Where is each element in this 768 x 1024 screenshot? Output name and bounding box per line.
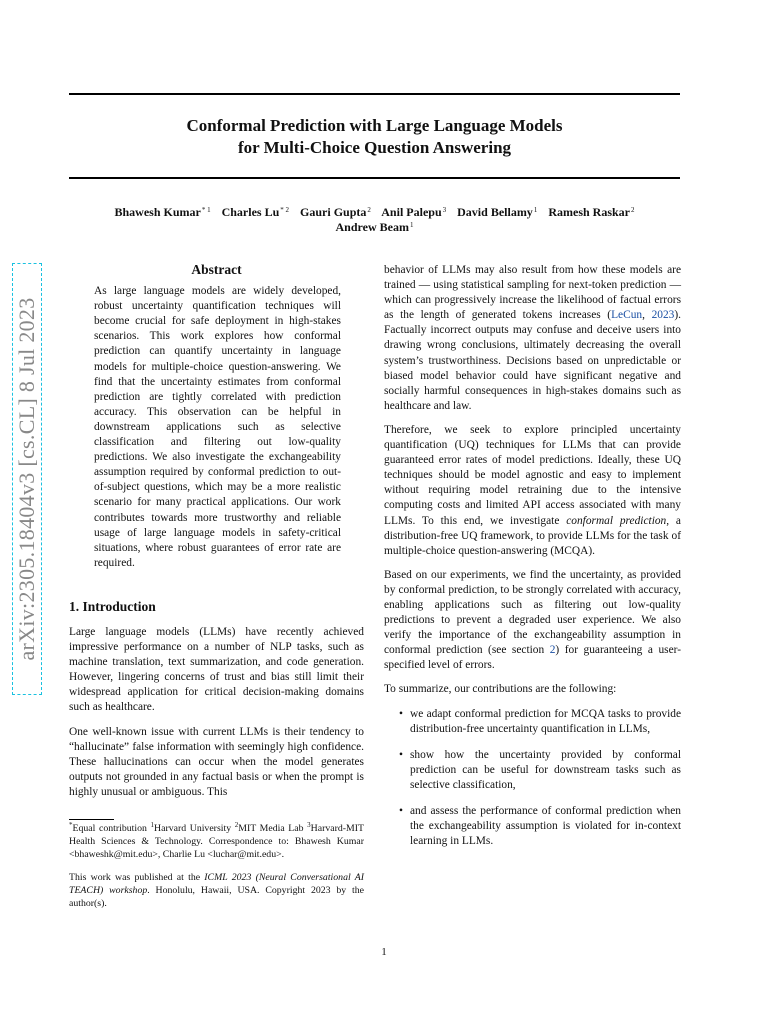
- title-line-1: Conformal Prediction with Large Language Models: [186, 116, 563, 135]
- list-item: • we adapt conformal prediction for MCQA tasks to provide distribution-free uncertainty quantification in LLMs,: [410, 707, 681, 737]
- list-item: • and assess the performance of conformal prediction when the exchangeability assumption is violated for in-context learning in LLMs.: [410, 804, 681, 849]
- section-ref-link[interactable]: 2: [549, 644, 556, 657]
- intro-heading: 1. Introduction: [69, 598, 156, 614]
- top-rule: [69, 93, 680, 95]
- affiliations-footnote: *Equal contribution $^1$Harvard University $^2$MIT Media Lab $^3$Harvard-MIT Health Sciences & Technology. Correspondence to: Bhawesh Kumar <bhaweshk@mit.edu>, Charlie Lu <luchar@mit.edu>.: [69, 821, 364, 860]
- author: Anil Palepu $^3$: [381, 205, 447, 219]
- intro-paragraph-1: Large language models (LLMs) have recently achieved impressive performance on a number of NLP tasks, such as machine translation, text summarization, and code generation. However, lingering concerns of trust and bias still limit their widespread application for critical decision-making domains such as healthcare.: [69, 625, 364, 714]
- paper-title: [69, 115, 680, 159]
- contributions-list: [384, 707, 681, 850]
- left-column: [69, 262, 364, 809]
- footnotes: [69, 822, 364, 920]
- arxiv-stamp[interactable]: arXiv:2305.18404v3 [cs.CL] 8 Jul 2023: [12, 263, 42, 695]
- right-paragraph-1: behavior of LLMs may also result from how these models are trained — using statistical sampling for next-token prediction — which can progressively increase the likelihood of factual errors as the length of generated tokens increases (LeCun, 2023). Factually incorrect outputs may confuse and deceive users into drawing wrong conclusions, ultimately decreasing the overall system’s trustworthiness. Decisions based on unpredictable or biased model behavior could have significant negative and socially harmful consequences in high-stakes domains such as healthcare and law.: [384, 264, 681, 412]
- author: Andrew Beam $^1$: [335, 220, 414, 234]
- footnote-rule: [69, 819, 114, 820]
- title-bottom-rule: [69, 177, 680, 179]
- author: Charles Lu $^{* 2}$: [221, 205, 290, 219]
- right-paragraph-4: To summarize, our contributions are the following:: [384, 683, 617, 696]
- abstract-heading: Abstract: [191, 262, 242, 277]
- publication-note: This work was published at the ICML 2023 (Neural Conversational AI TEACH) workshop. Honolulu, Hawaii, USA. Copyright 2023 by the author(s).: [69, 872, 364, 909]
- page-number: 1: [381, 946, 387, 958]
- author-list: [69, 205, 680, 235]
- right-paragraph-2: Therefore, we seek to explore principled uncertainty quantification (UQ) techniques for LLMs that can provide guaranteed error rates of model predictions. Ideally, these UQ techniques should be model agnostic and easy to implement without requiring model retraining due to the intensive computing costs and limited API access associated with many LLMs. To this end, we investigate conformal prediction, a distribution-free UQ framework, to provide LLMs for the task of multiple-choice question-answering (MCQA).: [384, 423, 681, 557]
- citation-link[interactable]: LeCun, 2023: [611, 309, 675, 322]
- author: Gauri Gupta $^2$: [300, 205, 371, 219]
- author: Bhawesh Kumar $^{* 1}$: [114, 205, 211, 219]
- author: David Bellamy $^1$: [457, 205, 538, 219]
- right-paragraph-3: Based on our experiments, we find the uncertainty, as provided by conformal prediction, to be strongly correlated with accuracy, enabling applications such as filtering out low-quality predictions to prevent a degraded user experience. We also verify the importance of the exchangeability assumption in conformal prediction (see section 2) for guaranteeing a user-specified level of errors.: [384, 568, 682, 672]
- intro-paragraph-2: One well-known issue with current LLMs is their tendency to “hallucinate” false information with seemingly high confidence. These hallucinations can occur when the model generates outputs not grounded in any factual basis or when the prompt is highly unusual or ambiguous. This: [69, 725, 364, 798]
- author: Ramesh Raskar $^2$: [548, 205, 635, 219]
- abstract-body: As large language models are widely developed, robust uncertainty quantification techniques will become crucial for safe deployment in high-stakes scenarios. This work explores how conformal prediction can quantify uncertainty in language models for multiple-choice question-answering. We find that the uncertainty estimates from conformal prediction are tightly correlated with prediction accuracy. This observation can be helpful in downstream applications such as selective classification and filtering out low-quality predictions. We also investigate the exchangeability assumption required by conformal prediction to out-of-subject questions, which may be a more realistic scenario for many practical applications. Our work contributes towards more trustworthy and reliable usage of large language models in safety-critical situations, where robust guarantees of error rate are required.: [94, 285, 341, 569]
- right-column: [384, 263, 681, 860]
- title-line-2: for Multi-Choice Question Answering: [237, 138, 512, 157]
- list-item: • show how the uncertainty provided by conformal prediction can be useful for downstream tasks such as selective classification,: [410, 748, 681, 793]
